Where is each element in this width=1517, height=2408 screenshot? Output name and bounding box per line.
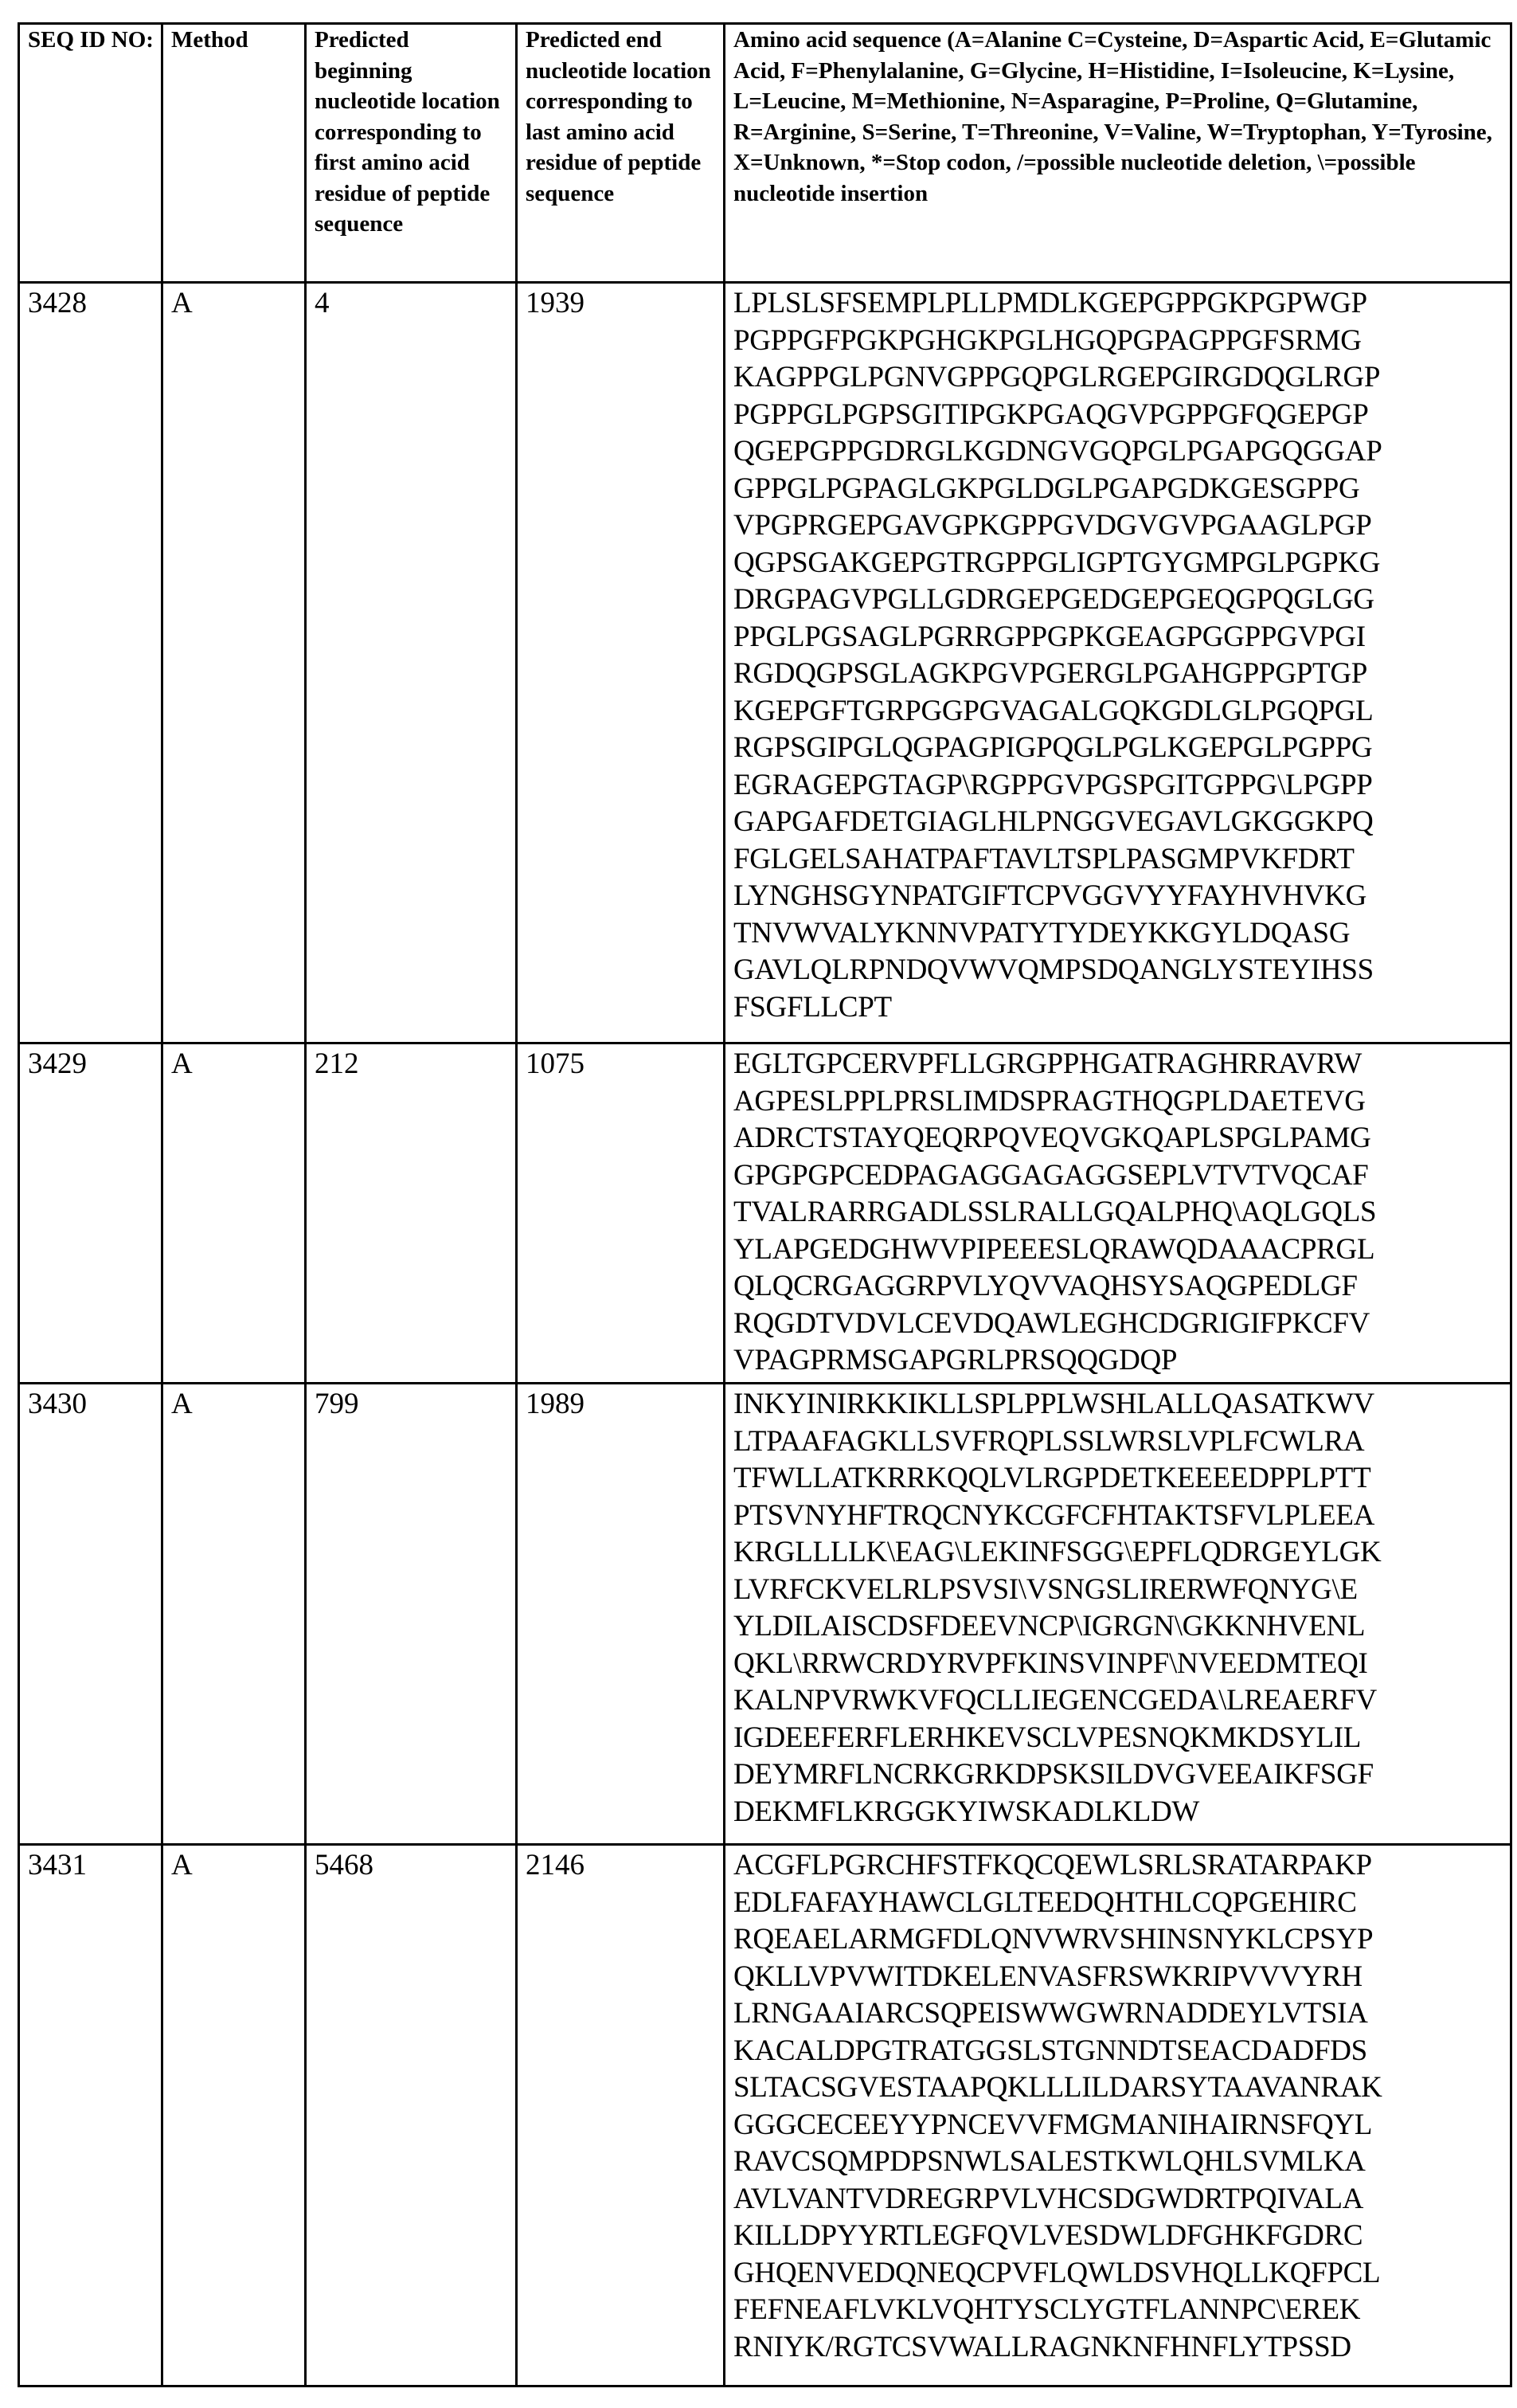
sequence-line: GPGPGPCEDPAGAGGAGAGGSEPLVTVTVQCAF: [733, 1157, 1503, 1195]
sequence-line: LRNGAAIARCSQPEISWWGWRNADDEYLVTSIA: [733, 1995, 1503, 2033]
sequence-line: FSGFLLCPT: [733, 989, 1503, 1027]
seq-id-cell: 3429: [19, 1043, 162, 1384]
sequence-line: AVLVANTVDREGRPVLVHCSDGWDRTPQIVALA: [733, 2181, 1503, 2218]
sequence-line: PGPPGFPGKPGHGKPGLHGQPGPAGPPGFSRMG: [733, 323, 1503, 360]
method-cell: A: [162, 1384, 306, 1845]
end-location-cell: 1989: [517, 1384, 725, 1845]
sequence-line: QLQCRGAGGRPVLYQVVAQHSYSAQGPEDLGF: [733, 1268, 1503, 1306]
sequence-line: PTSVNYHFTRQCNYKCGFCFHTAKTSFVLPLEEA: [733, 1498, 1503, 1535]
sequence-line: GHQENVEDQNEQCPVFLQWLDSVHQLLKQFPCL: [733, 2255, 1503, 2292]
sequence-line: PPGLPGSAGLPGRRGPPGPKGEAGPGGPPGVPGI: [733, 619, 1503, 656]
sequence-line: DEYMRFLNCRKGRKDPSKSILDVGVEEAIKFSGF: [733, 1756, 1503, 1794]
header-begin-location: Predicted beginning nucleotide location corresponding to first amino acid residue of peptide sequence: [306, 24, 517, 283]
sequence-line: ADRCTSTAYQEQRPQVEQVGKQAPLSPGLPAMG: [733, 1120, 1503, 1157]
header-end-location: Predicted end nucleotide location corresponding to last amino acid residue of peptide sequence: [517, 24, 725, 283]
sequence-line: LVRFCKVELRLPSVSI\VSNGSLIRERWFQNYG\E: [733, 1572, 1503, 1609]
sequence-line: KALNPVRWKVFQCLLIEGENCGEDA\LREAERFV: [733, 1682, 1503, 1720]
sequence-line: KAGPPGLPGNVGPPGQPGLRGEPGIRGDQGLRGP: [733, 359, 1503, 397]
header-method: Method: [162, 24, 306, 283]
sequence-line: VPAGPRMSGAPGRLPRSQQGDQP: [733, 1342, 1503, 1380]
sequence-line: QKL\RRWCRDYRVPFKINSVINPF\NVEEDMTEQI: [733, 1646, 1503, 1683]
sequence-line: GAPGAFDETGIAGLHLPNGGVEGAVLGKGGKPQ: [733, 804, 1503, 841]
sequence-line: TVALRARRGADLSSLRALLGQALPHQ\AQLGQLS: [733, 1194, 1503, 1231]
sequence-line: QKLLVPVWITDKELENVASFRSWKRIPVVVYRH: [733, 1959, 1503, 1996]
sequence-line: SLTACSGVESTAAPQKLLLILDARSYTAAVANRAK: [733, 2069, 1503, 2107]
sequence-line: RQEAELARMGFDLQNVWRVSHINSNYKLCPSYP: [733, 1921, 1503, 1959]
begin-location-cell: 212: [306, 1043, 517, 1384]
sequence-line: TNVWVALYKNNVPATYTYDEYKKGYLDQASG: [733, 915, 1503, 953]
sequence-line: RGDQGPSGLAGKPGVPGERGLPGAHGPPGPTGP: [733, 656, 1503, 693]
sequence-line: GPPGLPGPAGLGKPGLDGLPGAPGDKGESGPPG: [733, 471, 1503, 508]
method-cell: A: [162, 1043, 306, 1384]
method-cell: A: [162, 1845, 306, 2386]
sequence-line: EGLTGPCERVPFLLGRGPPHGATRAGHRRAVRW: [733, 1046, 1503, 1083]
begin-location-cell: 5468: [306, 1845, 517, 2386]
sequence-cell: [725, 1384, 1511, 1845]
seq-id-cell: 3431: [19, 1845, 162, 2386]
sequence-line: AGPESLPPLPRSLIMDSPRAGTHQGPLDAETEVG: [733, 1083, 1503, 1121]
sequence-line: KILLDPYYRTLEGFQVLVESDWLDFGHKFGDRC: [733, 2218, 1503, 2255]
end-location-cell: 2146: [517, 1845, 725, 2386]
seq-id-cell: 3428: [19, 283, 162, 1043]
sequence-line: FGLGELSAHATPAFTAVLTSPLPASGMPVKFDRT: [733, 841, 1503, 879]
sequence-line: EDLFAFAYHAWCLGLTEEDQHTHLCQPGEHIRC: [733, 1885, 1503, 1922]
table-row: [19, 1043, 1511, 1384]
sequence-line: FEFNEAFLVKLVQHTYSCLYGTFLANNPC\EREK: [733, 2292, 1503, 2329]
sequence-line: LTPAAFAGKLLSVFRQPLSSLWRSLVPLFCWLRA: [733, 1423, 1503, 1461]
seq-id-cell: 3430: [19, 1384, 162, 1845]
sequence-line: INKYINIRKKIKLLSPLPPLWSHLALLQASATKWV: [733, 1386, 1503, 1423]
sequence-line: ACGFLPGRCHFSTFKQCQEWLSRLSRATARPAKP: [733, 1847, 1503, 1885]
sequence-line: RQGDTVDVLCEVDQAWLEGHCDGRIGIFPKCFV: [733, 1306, 1503, 1343]
method-cell: A: [162, 283, 306, 1043]
sequence-line: EGRAGEPGTAGP\RGPPGVPGSPGITGPPG\LPGPP: [733, 767, 1503, 805]
sequence-line: DRGPAGVPGLLGDRGEPGEDGEPGEQGPQGLGG: [733, 581, 1503, 619]
sequence-line: QGPSGAKGEPGTRGPPGLIGPTGYGMPGLPGPKG: [733, 545, 1503, 582]
sequence-line: YLDILAISCDSFDEEVNCP\IGRGN\GKKNHVENL: [733, 1608, 1503, 1646]
end-location-cell: 1075: [517, 1043, 725, 1384]
sequence-line: LYNGHSGYNPATGIFTCPVGGVYYFAYHVHVKG: [733, 878, 1503, 915]
begin-location-cell: 799: [306, 1384, 517, 1845]
sequence-line: TFWLLATKRRKQQLVLRGPDETKEEEEDPPLPTT: [733, 1460, 1503, 1498]
table-row: [19, 283, 1511, 1043]
sequence-cell: [725, 1845, 1511, 2386]
header-amino-acid-sequence: Amino acid sequence (A=Alanine C=Cysteine, D=Aspartic Acid, E=Glutamic Acid, F=Phenylalanine, G=Glycine, H=Histidine, I=Isoleucine, K=Lysine, L=Leucine, M=Methionine, N=Asparagine, P=Proline, Q=Glutamine, R=Arginine, S=Serine, T=Threonine, V=Valine, W=Tryptophan, Y=Tyrosine, X=Unknown, *=Stop codon, /=possible nucleotide deletion, \=possible nucleotide insertion: [725, 24, 1511, 283]
sequence-line: DEKMFLKRGGKYIWSKADLKLDW: [733, 1794, 1503, 1831]
sequence-line: KRGLLLLK\EAG\LEKINFSGG\EPFLQDRGEYLGK: [733, 1534, 1503, 1572]
sequence-line: KACALDPGTRATGGSLSTGNNDTSEACDADFDS: [733, 2033, 1503, 2070]
sequence-line: IGDEEFERFLERHKEVSCLVPESNQKMKDSYLIL: [733, 1720, 1503, 1757]
end-location-cell: 1939: [517, 283, 725, 1043]
sequence-line: YLAPGEDGHWVPIPEEESLQRAWQDAAACPRGL: [733, 1231, 1503, 1269]
sequence-cell: [725, 283, 1511, 1043]
sequence-table: [18, 22, 1512, 2387]
header-seq-id: SEQ ID NO:: [19, 24, 162, 283]
table-row: [19, 1845, 1511, 2386]
sequence-line: QGEPGPPGDRGLKGDNGVGQPGLPGAPGQGGAP: [733, 433, 1503, 471]
begin-location-cell: 4: [306, 283, 517, 1043]
sequence-line: RNIYK/RGTCSVWALLRAGNKNFHNFLYTPSSD: [733, 2329, 1503, 2367]
table-row: [19, 1384, 1511, 1845]
sequence-line: GGGCECEEYYPNCEVVFMGMANIHAIRNSFQYL: [733, 2107, 1503, 2144]
header-row: [19, 24, 1511, 283]
sequence-line: RGPSGIPGLQGPAGPIGPQGLPGLKGEPGLPGPPG: [733, 730, 1503, 767]
sequence-cell: [725, 1043, 1511, 1384]
sequence-line: RAVCSQMPDPSNWLSALESTKWLQHLSVMLKA: [733, 2144, 1503, 2181]
sequence-line: VPGPRGEPGAVGPKGPPGVDGVGVPGAAGLPGP: [733, 507, 1503, 545]
sequence-line: LPLSLSFSEMPLPLLPMDLKGEPGPPGKPGPWGP: [733, 285, 1503, 323]
sequence-line: GAVLQLRPNDQVWVQMPSDQANGLYSTEYIHSS: [733, 952, 1503, 989]
sequence-line: KGEPGFTGRPGGPGVAGALGQKGDLGLPGQPGL: [733, 693, 1503, 730]
sequence-line: PGPPGLPGPSGITIPGKPGAQGVPGPPGFQGEPGP: [733, 397, 1503, 434]
